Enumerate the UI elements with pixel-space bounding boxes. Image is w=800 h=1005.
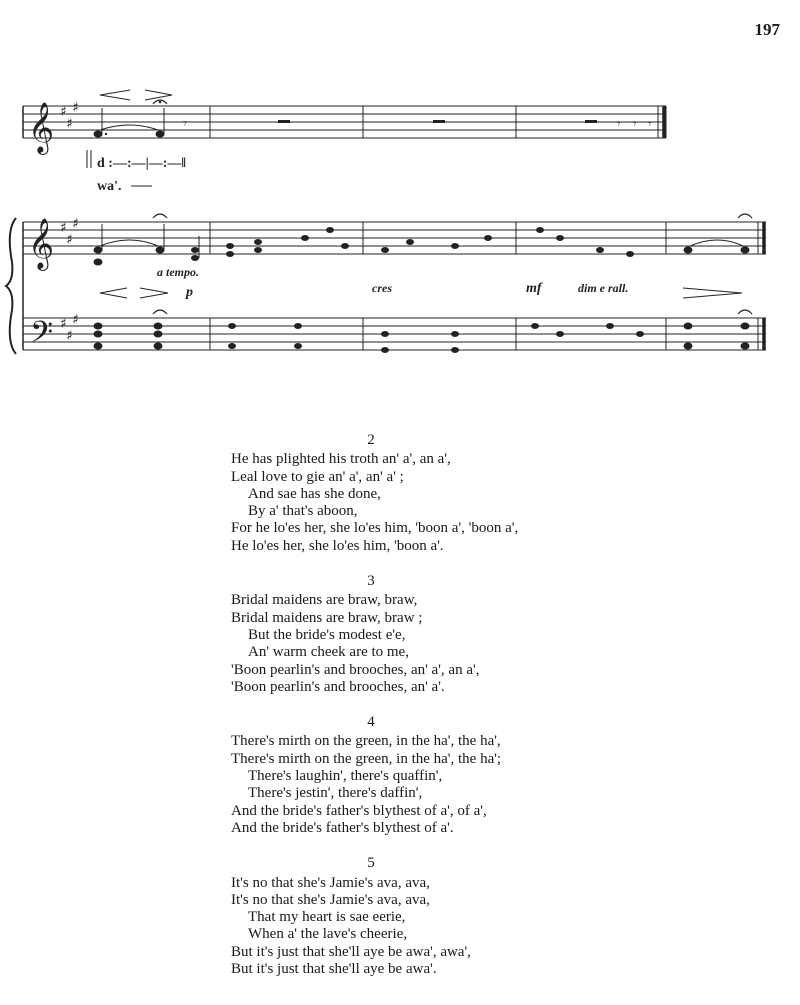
svg-text:♯: ♯: [66, 232, 73, 248]
stanza-line: By a' that's aboon,: [248, 503, 358, 520]
stanza-number: 2: [367, 432, 375, 448]
stanza-line: There's mirth on the green, in the ha', the ha',: [231, 733, 501, 750]
stanza-line: Bridal maidens are braw, braw,: [231, 592, 418, 609]
stanza-line: 'Boon pearlin's and brooches, an' a'.: [231, 678, 445, 695]
stanza-number: 3: [367, 573, 375, 590]
mf-dynamic: mf: [526, 281, 542, 296]
stanza-5: [231, 855, 651, 978]
vocal-hairpins: [100, 90, 172, 100]
svg-text:♯: ♯: [66, 328, 73, 344]
piano-treble-staff: [23, 222, 766, 254]
vocal-clef-and-key: [28, 100, 79, 155]
solfa-notation: d :—:—|—:—‖: [97, 156, 186, 171]
svg-text:♯: ♯: [60, 220, 67, 236]
piano-directions: [157, 265, 628, 300]
stanza-line: He lo'es her, she lo'es him, 'boon a'.: [231, 537, 444, 554]
piano-bass-notes: [94, 310, 753, 353]
svg-text:♯: ♯: [72, 216, 79, 232]
svg-text:♯: ♯: [66, 116, 73, 132]
cres-marking: cres: [372, 281, 392, 295]
stanza-line: He has plighted his troth an' a', an a',: [231, 451, 451, 468]
stanza-line: But it's just that she'll aye be awa'.: [231, 961, 437, 978]
piano-treble-clef-and-key: [28, 216, 79, 271]
stanza-line: 'Boon pearlin's and brooches, an' a', an a',: [231, 661, 480, 678]
stanza-line: There's mirth on the green, in the ha', the ha';: [231, 750, 502, 767]
stanza-number: 4: [367, 714, 375, 731]
stanza-line: It's no that she's Jamie's ava, ava,: [231, 874, 430, 891]
svg-text:𝄾: 𝄾: [633, 117, 637, 131]
svg-text:𝄾: 𝄾: [183, 116, 187, 132]
svg-text:♯: ♯: [72, 312, 79, 328]
lyrics-stanzas: [231, 432, 651, 996]
stanza-number: 5: [367, 855, 375, 872]
svg-text:𝄞: 𝄞: [28, 102, 55, 153]
stanza-line: There's jestin', there's daffin',: [248, 785, 423, 802]
stanza-line: And sae has she done,: [248, 485, 381, 502]
stanza-line: But it's just that she'll aye be awa', awa',: [231, 943, 471, 960]
stanza-line: Leal love to gie an' a', an' a' ;: [231, 468, 404, 485]
piano-bass-staff: [23, 222, 766, 350]
vocal-lyric: wa'.: [97, 179, 122, 194]
stanza-line: For he lo'es her, she lo'es him, 'boon a', 'boon a',: [231, 520, 519, 537]
svg-text:♯: ♯: [60, 104, 67, 120]
stanza-line: That my heart is sae eerie,: [248, 909, 406, 926]
stanza-line: Bridal maidens are braw, braw ;: [231, 609, 423, 626]
svg-text:𝄢: 𝄢: [30, 316, 54, 357]
stanza-line: There's laughin', there's quaffin',: [248, 768, 443, 785]
stanza-4: [231, 714, 651, 837]
svg-text:♯: ♯: [60, 316, 67, 332]
dim-marking: dim e rall.: [578, 281, 629, 295]
music-score: [0, 0, 800, 400]
svg-text:𝄞: 𝄞: [28, 218, 55, 269]
svg-text:♯: ♯: [72, 100, 79, 116]
stanza-line: It's no that she's Jamie's ava, ava,: [231, 891, 430, 908]
stanza-3: [231, 573, 651, 696]
piano-hairpins: [100, 288, 742, 298]
piano-brace: [6, 218, 16, 354]
a-tempo-marking: a tempo.: [157, 265, 199, 279]
stanza-line: And the bride's father's blythest of a', of a',: [231, 802, 487, 819]
stanza-line: But the bride's modest e'e,: [248, 626, 406, 643]
stanza-line: An' warm cheek are to me,: [248, 644, 409, 661]
solfa-line: [87, 150, 186, 194]
page-number: 197: [754, 20, 780, 39]
stanza-line: And the bride's father's blythest of a'.: [231, 819, 454, 836]
stanza-2: [231, 432, 651, 555]
svg-text:𝄾: 𝄾: [617, 117, 621, 131]
stanza-line: When a' the lave's cheerie,: [248, 926, 408, 943]
piano-dynamic: p: [186, 285, 193, 300]
vocal-staff: [23, 106, 666, 138]
svg-text:𝄾: 𝄾: [648, 117, 652, 131]
